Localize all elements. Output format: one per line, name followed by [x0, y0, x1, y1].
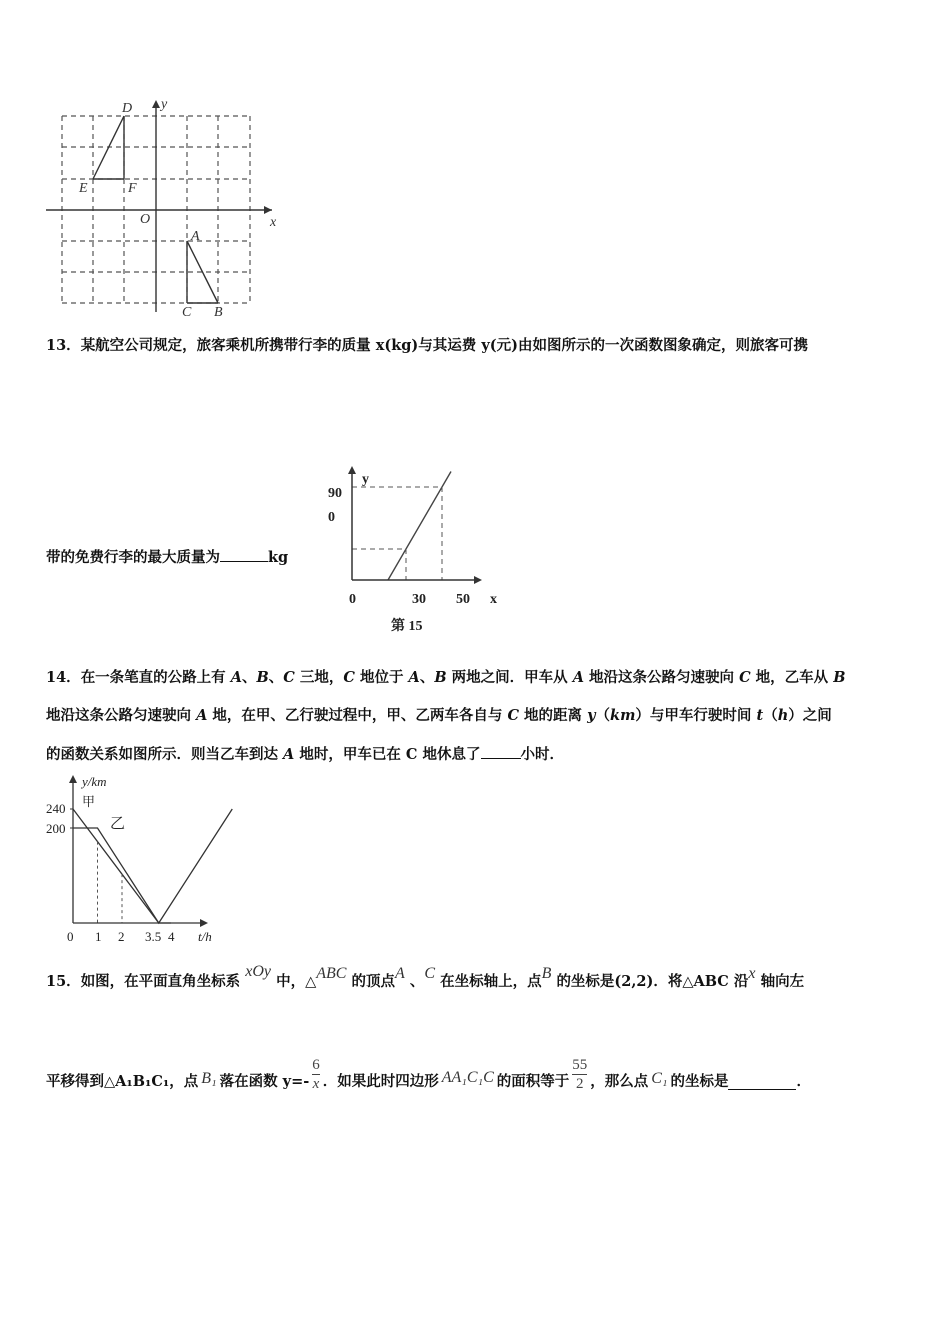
q13-xtick-50: 50 — [456, 592, 470, 607]
q14-line2-part: （ — [763, 707, 778, 724]
q14-line1-part: 地，乙车从 — [750, 669, 834, 686]
q14-line1-part: 、 — [419, 669, 435, 686]
q14-line3-b: 地时，甲车已在 C 地休息了 — [294, 746, 481, 763]
q14-line2-part: 地沿这条公路匀速驶向 — [46, 707, 197, 724]
q15-p4: 、 — [409, 973, 425, 990]
q14-line2-part: A — [196, 707, 208, 724]
label-x: x — [270, 215, 277, 230]
q14-line1-part: C — [343, 669, 355, 686]
q14-line1-part: B — [256, 669, 269, 686]
q14-line1-part: A — [572, 669, 584, 686]
q15-p1: 如图，在平面直角坐标系 — [80, 973, 241, 990]
q15-ABC: ABC — [316, 965, 347, 982]
q14-ylabel: y/km — [82, 774, 107, 789]
q14-line2-part: 地，在甲、乙行驶过程中，甲、乙两车各自与 — [207, 707, 508, 724]
label-E: E — [79, 181, 88, 196]
label-A: A — [191, 229, 200, 244]
q14-legend-jia: 甲 — [82, 794, 96, 809]
label-y: y — [161, 97, 168, 112]
q14-line1-part: 、 — [242, 669, 257, 686]
q15-l2a: 平移得到△A₁B₁C₁，点 — [46, 1073, 199, 1090]
q14-line2-text — [46, 707, 832, 724]
label-D: D — [122, 101, 133, 116]
q14-line3-c: 小时． — [520, 746, 564, 763]
q14-line1-part: B — [833, 669, 846, 686]
q13-text1: 某航空公司规定，旅客乘机所携带行李的质量 x(kg)与其运费 y(元)由如图所示的一次函数图象确定，则旅客可携 — [80, 337, 808, 354]
q14-line1-part: 两地之间．甲车从 — [446, 669, 573, 686]
q14-line1-part: 地沿这条公路匀速驶向 — [583, 669, 740, 686]
q14-number: 14． — [46, 669, 81, 686]
q15-p3: 的顶点 — [351, 973, 396, 990]
q14-xtick-1: 1 — [95, 929, 102, 944]
q13-caption: 第 15 — [391, 619, 423, 634]
q14-answer-blank[interactable] — [481, 744, 521, 759]
q15-l2d: 的面积等于 — [496, 1073, 570, 1090]
q13-xtick-0: 0 — [349, 592, 356, 607]
q13-ytick-90: 90 — [328, 486, 342, 501]
q15-p2: 中，△ — [276, 973, 317, 990]
q14-xtick-0: 0 — [67, 929, 74, 944]
q15-answer-blank[interactable] — [728, 1075, 796, 1090]
q14-line2 — [46, 706, 832, 726]
q13-line2 — [46, 547, 288, 568]
q13-guide-30 — [352, 549, 406, 580]
q14-line1-part: 地位于 — [354, 669, 409, 686]
q14-line1-part: A — [230, 669, 243, 686]
q14-line1 — [46, 668, 845, 688]
q14-xtick-35: 3.5 — [145, 929, 162, 944]
q15-l2e: ，那么点 — [590, 1073, 649, 1090]
q15-frac1-num: 6 — [312, 1056, 320, 1073]
q15-C1: C₁ — [651, 1070, 668, 1087]
q14-line2-part: y — [587, 707, 596, 724]
q14-line2-part: t — [756, 707, 764, 724]
q15-l2b: 落在函数 y=- — [219, 1073, 310, 1090]
q14-line1-part: 、 — [268, 669, 284, 686]
q13-text2: 带的免费行李的最大质量为 — [46, 549, 220, 566]
q15-frac2-den: 2 — [576, 1075, 584, 1092]
q15-B: B — [541, 965, 552, 982]
q14-line1-text — [81, 669, 846, 686]
q14-series-yi — [73, 809, 232, 923]
q14-line1-part: C — [283, 669, 295, 686]
q15-fraction-55-over-2 — [572, 1056, 587, 1093]
q14-xtick-4: 4 — [168, 929, 175, 944]
q14-xlabel: t/h — [198, 929, 212, 944]
q14-xtick-2: 2 — [118, 929, 125, 944]
q13-ytick-0: 0 — [328, 510, 335, 525]
label-O: O — [140, 212, 151, 227]
q14-line1-part: 在一条笔直的公路上有 — [80, 669, 231, 686]
q14-line3 — [46, 744, 564, 765]
q14-ytick-240: 240 — [46, 801, 66, 816]
q14-line1-part: B — [434, 669, 447, 686]
q14-ytick-200: 200 — [46, 821, 66, 836]
q13-line1 — [46, 336, 808, 356]
q14-line3-A: A — [283, 746, 295, 763]
q14-line2-part: h — [777, 707, 789, 724]
q14-line2-part: ）之间 — [788, 707, 832, 724]
q13-chart — [320, 462, 510, 637]
q13-guide-50 — [352, 487, 442, 580]
q15-A: A — [395, 965, 405, 982]
q14-line1-part: 三地， — [294, 669, 344, 686]
q15-x: x — [748, 965, 756, 982]
q14-line2-part: （ — [595, 707, 611, 724]
q14-line3-a: 的函数关系如图所示．则当乙车到达 — [46, 746, 284, 763]
q14-line2-part: km — [610, 707, 636, 724]
q13-answer-blank[interactable] — [220, 547, 268, 562]
q13-xlabel: x — [490, 592, 497, 607]
q15-p6: 的坐标是(2,2)．将△ABC 沿 — [556, 973, 749, 990]
q13-ylabel: y — [362, 472, 369, 487]
q15-l2g: ． — [796, 1073, 811, 1090]
q15-line2 — [46, 1056, 811, 1102]
q13-xtick-30: 30 — [412, 592, 426, 607]
q15-p5: 在坐标轴上，点 — [440, 973, 542, 990]
q14-line1-part: C — [739, 669, 751, 686]
q15-quad: AA₁C₁C — [441, 1069, 494, 1086]
q13-number: 13． — [46, 337, 81, 354]
label-B: B — [214, 305, 223, 320]
grid-figure — [40, 92, 290, 322]
q15-line1 — [46, 963, 805, 992]
q14-legend-yi: 乙 — [110, 816, 126, 832]
q14-line2-part: C — [507, 707, 519, 724]
q15-l2f: 的坐标是 — [670, 1073, 729, 1090]
q14-line2-part: 地的距离 — [518, 707, 588, 724]
q15-C: C — [424, 965, 436, 982]
q15-l2c: ．如果此时四边形 — [322, 1073, 439, 1090]
q15-number: 15． — [46, 973, 81, 990]
q15-fraction-6-over-x — [312, 1056, 320, 1093]
q15-frac2-num: 55 — [572, 1056, 588, 1073]
q15-frac1-den: x — [312, 1075, 320, 1092]
q13-unit: kg — [268, 549, 289, 566]
q15-xOy: xOy — [245, 963, 272, 980]
q14-chart — [40, 770, 250, 950]
label-C: C — [182, 305, 192, 320]
label-F: F — [128, 181, 137, 196]
q15-p7: 轴向左 — [760, 973, 805, 990]
q14-line2-part: ）与甲车行驶时间 — [635, 707, 757, 724]
q14-line1-part: A — [408, 669, 420, 686]
q15-B1: B₁ — [201, 1070, 217, 1087]
